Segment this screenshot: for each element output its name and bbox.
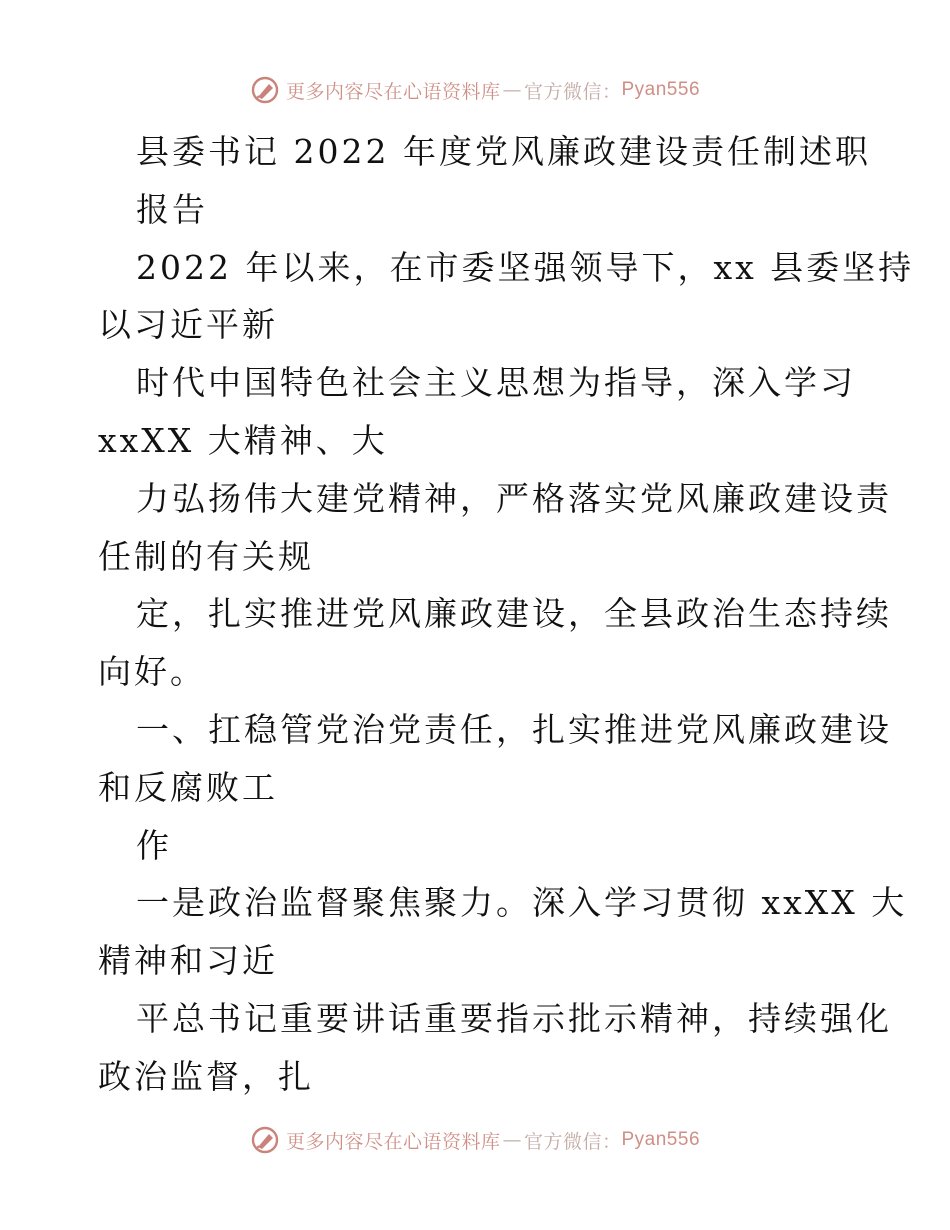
- pen-nib-logo-icon: [250, 75, 280, 105]
- section-heading-line: 作: [136, 825, 172, 865]
- document-body: [98, 123, 915, 1106]
- paragraph-line: 平总书记重要讲话重要指示批示精神，持续强化: [136, 998, 892, 1038]
- watermark-separator: —: [502, 79, 522, 101]
- paragraph-line: 政治监督，扎: [98, 1056, 314, 1096]
- paragraph-line: xxXX 大精神、大: [98, 420, 388, 460]
- paragraph-line: 时代中国特色社会主义思想为指导，深入学习: [136, 363, 856, 403]
- pen-nib-logo-icon: [250, 1125, 280, 1155]
- section-heading-line: 一、扛稳管党治党责任，扎实推进党风廉政建设: [136, 709, 892, 749]
- paragraph-line: 2022 年以来，在市委坚强领导下，xx 县委坚持: [136, 247, 915, 287]
- watermark-wechat-id: Pyan556: [621, 79, 701, 100]
- paragraph-line: 以习近平新: [98, 305, 278, 345]
- paragraph-line: 向好。: [98, 652, 206, 692]
- watermark-label: 官方微信：: [523, 80, 622, 103]
- watermark-separator: —: [502, 1129, 522, 1151]
- watermark-wechat-id: Pyan556: [621, 1129, 701, 1150]
- watermark-brand: 更多内容尽在心语资料库: [285, 1130, 501, 1153]
- paragraph-line: 力弘扬伟大建党精神，严格落实党风廉政建设责: [136, 478, 892, 518]
- header-watermark: [0, 72, 950, 108]
- footer-watermark: [0, 1122, 950, 1158]
- doc-title-line: 县委书记 2022 年度党风廉政建设责任制述职: [136, 132, 871, 171]
- section-heading-line: 和反腐败工: [98, 767, 278, 807]
- paragraph-line: 一是政治监督聚焦聚力。深入学习贯彻 xxXX 大: [136, 883, 908, 923]
- paragraph-line: 任制的有关规: [98, 536, 314, 576]
- paragraph-line: 定，扎实推进党风廉政建设，全县政治生态持续: [136, 594, 892, 634]
- watermark-brand: 更多内容尽在心语资料库: [285, 80, 501, 103]
- doc-title-line: 报告: [136, 189, 208, 229]
- paragraph-line: 精神和习近: [98, 941, 278, 981]
- watermark-label: 官方微信：: [523, 1130, 622, 1153]
